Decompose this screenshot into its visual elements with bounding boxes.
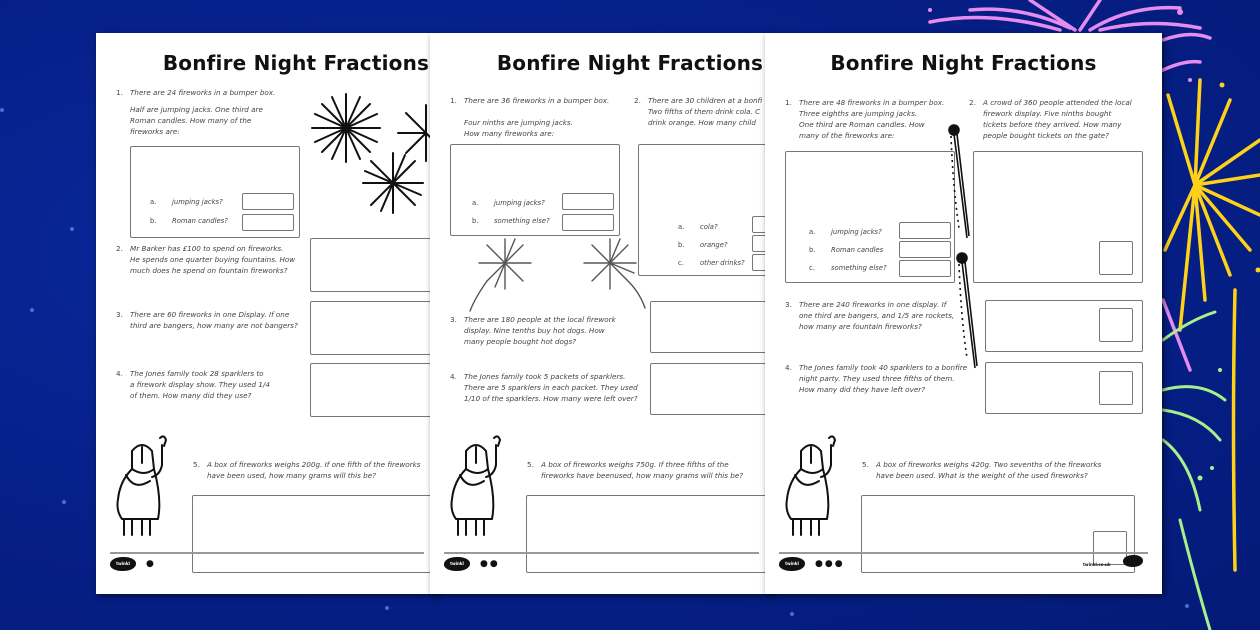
page-title: Bonfire Night Fractions [496,51,764,75]
child-with-sparkler-icon [110,433,170,548]
part-b-label: b. Roman candles [809,246,884,254]
question-3: 3. There are 180 people at the local firework display. Nine tenths buy hot dogs. How many people bought hot dogs? [450,315,616,346]
question-2: 2. There are 30 children at a bonfi Two fifths of them drink cola. C drink orange. How many child [634,96,763,127]
footer-url: twinkl.co.uk [1083,562,1111,567]
worksheet-page-3 [765,33,1162,594]
question-3: 3. There are 60 fireworks in one Display. If one third are bangers, how many are not bangers? [116,310,298,330]
difficulty-dots: ● [146,559,156,569]
working-box-q3[interactable] [650,301,773,353]
page-title: Bonfire Night Fractions [162,51,430,75]
worksheet-page-1 [96,33,438,594]
difficulty-dots: ●● [480,559,500,569]
footer-divider [110,552,424,554]
child-with-sparkler-icon [444,433,504,548]
question-3: 3. There are 240 fireworks in one display. If one third are bangers, and 1/5 are rockets, how many are fountain fireworks? [785,300,955,331]
question-1: 1. There are 48 fireworks in a bumper box. Three eighths are jumping jacks. One third are Roman candles. How many of the fireworks are: [785,98,945,140]
difficulty-dots: ●●● [815,559,845,569]
part-c-label: c. something else? [809,264,887,272]
firework-burst-icon [301,88,438,218]
part-a-label: a. jumping jacks? [809,228,882,236]
part-a-label: a. jumping jacks? [150,198,223,206]
working-box-q3[interactable] [310,301,438,355]
answer-box-q1b[interactable] [242,214,294,231]
working-box-q4[interactable] [310,363,438,417]
question-5: 5. A box of fireworks weighs 750g. If three fifths of the fireworks have beenused, how many grams will this be? [527,460,744,480]
worksheet-page-2 [430,33,773,594]
question-2: 2. A crowd of 360 people attended the local firework display. Five ninths bought tickets before they arrived. How many people bought tickets on the gate? [969,98,1132,140]
twinkl-badge-logo [1123,555,1143,567]
rocket-icon [945,118,985,378]
question-4: 4. The Jones family took 5 packets of sparklers. There are 5 sparklers in each packet. They used 1/10 of the sparklers. How many were left over? [450,372,638,403]
question-4: 4. The Jones family took 28 sparklers to a firework display show. They used 1/4 of them. How many did they use? [116,369,270,400]
answer-box-q2[interactable] [1099,241,1133,275]
question-5: 5. A box of fireworks weighs 200g. If one fifth of the fireworks have been used, how many grams will this be? [193,460,421,480]
working-box-q2[interactable] [310,238,438,292]
working-box-q4[interactable] [650,363,773,415]
working-box-q5[interactable] [526,495,773,573]
question-1: 1. There are 36 fireworks in a bumper box. Four ninths are jumping jacks. How many fireworks are: [450,96,610,138]
answer-box-q4[interactable] [1099,371,1133,405]
working-box-q5[interactable] [192,495,438,573]
question-4: 4. The Jones family took 40 sparklers to a bonfire night party. They used three fifths of them. How many did they have left over? [785,363,968,394]
question-2: 2. Mr Barker has £100 to spend on fireworks. He spends one quarter buying fountains. How much does he spend on fountain fireworks? [116,244,296,275]
footer-divider [444,552,759,554]
answer-box-q1a[interactable] [242,193,294,210]
answer-box-q1c[interactable] [899,260,951,277]
page-title: Bonfire Night Fractions [830,51,1097,75]
twinkl-logo: twinkl [110,557,136,571]
twinkl-logo: twinkl [779,557,805,571]
firework-burst-icon [460,233,660,313]
part-c-label: c. other drinks? [678,259,745,267]
part-b-label: b. something else? [472,217,550,225]
part-b-label: b. orange? [678,241,728,249]
footer-divider [779,552,1148,554]
answer-box-q1a[interactable] [899,222,951,239]
answer-box-q3[interactable] [1099,308,1133,342]
answer-box-q5[interactable] [1093,531,1127,565]
answer-box-q1a[interactable] [562,193,614,210]
answer-box-q1b[interactable] [562,214,614,231]
part-a-label: a. jumping jacks? [472,199,545,207]
twinkl-logo: twinkl [444,557,470,571]
question-1: 1. There are 24 fireworks in a bumper box. Half are jumping jacks. One third are Roman candles. How many of the fireworks are: [116,88,276,136]
question-5: 5. A box of fireworks weighs 420g. Two sevenths of the fireworks have been used. What is the weight of the used fireworks? [862,460,1102,480]
part-a-label: a. cola? [678,223,718,231]
answer-box-q1b[interactable] [899,241,951,258]
child-with-sparkler-icon [779,433,839,548]
part-b-label: b. Roman candles? [150,217,228,225]
